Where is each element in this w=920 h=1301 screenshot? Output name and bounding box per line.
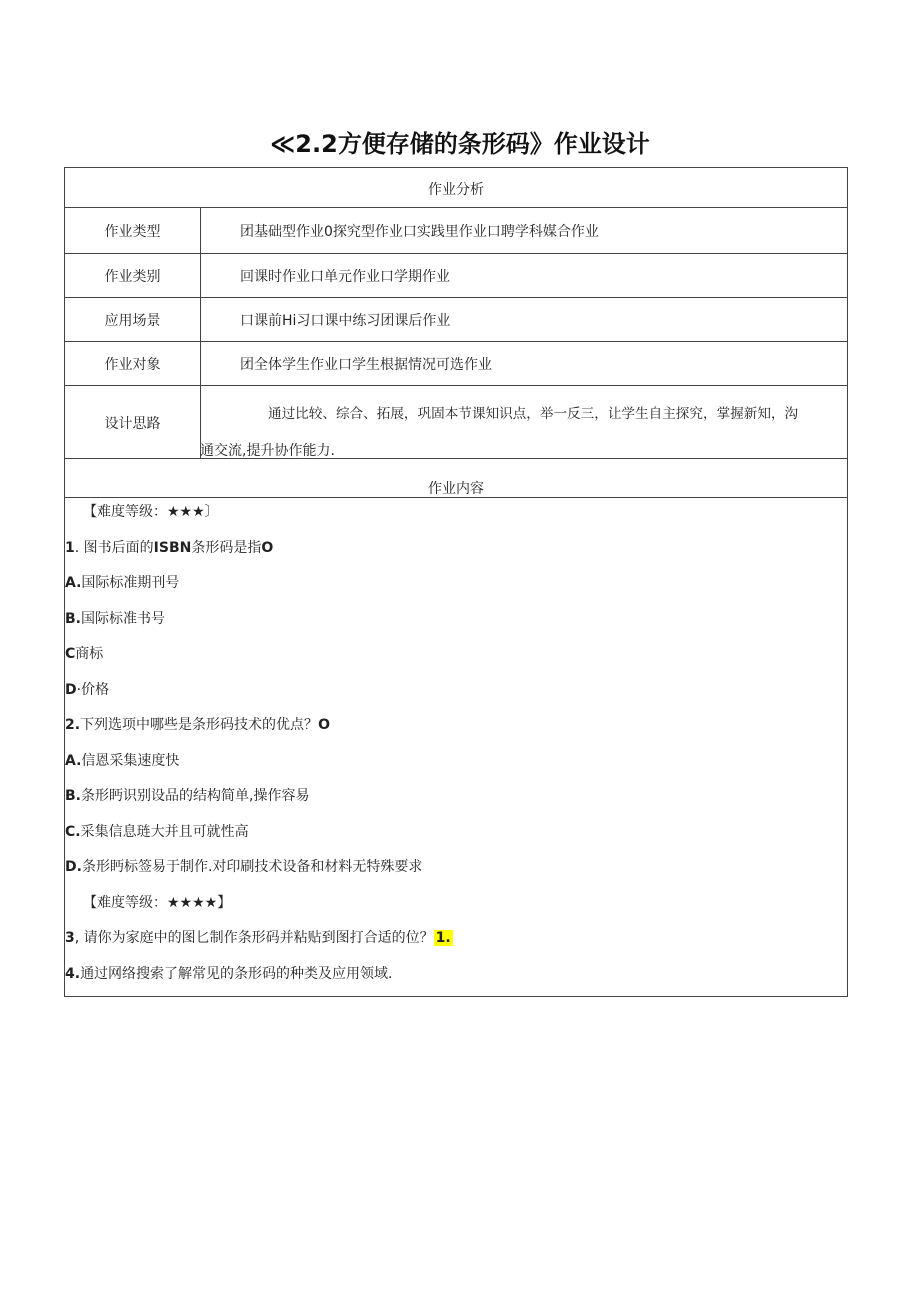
- divider: [65, 207, 847, 208]
- option-key: A.: [65, 753, 82, 769]
- option-2d: [65, 856, 422, 876]
- option-text: 条形眄识别设品的结构简单,操作容易: [81, 788, 310, 804]
- question-text: , 请你为家庭中的图匕制作条形码并粘贴到图打合适的位？: [74, 930, 434, 946]
- question-2: [65, 714, 330, 734]
- option-text: 信恩采集速度快: [81, 753, 180, 769]
- row-value-design-line2: 通交流,提升协作能力.: [200, 443, 335, 459]
- option-2b: [65, 785, 309, 805]
- option-text: 采集信息琏大并且可就性高: [80, 824, 249, 840]
- option-text: 国际标准书号: [81, 611, 165, 627]
- option-text: 条形眄标签易于制作.对印刷技术设备和材料无特殊要求: [81, 859, 423, 875]
- row-label-type: 作业类型: [104, 224, 161, 240]
- divider: [65, 341, 847, 342]
- question-text: 条形码是指: [191, 540, 262, 556]
- option-key: A.: [65, 575, 82, 591]
- row-value-design-line1: 通过比较、综合、拓展，巩固本节课知识点，举一反三，让学生自主探究，掌握新知，沟: [268, 406, 799, 422]
- question-text: . 图书后面的: [74, 540, 154, 556]
- question-text: 通过网络搜索了解常见的条形码的种类及应用领域.: [80, 966, 393, 982]
- question-number: 3: [65, 930, 75, 946]
- option-key: C: [65, 646, 76, 662]
- option-text: ·价格: [76, 682, 110, 698]
- option-1a: [65, 572, 179, 592]
- question-blank: O: [261, 540, 274, 556]
- option-2c: [65, 821, 249, 841]
- divider: [65, 458, 847, 459]
- divider: [65, 297, 847, 298]
- row-value-target: 团全体学生作业口学生根据情况可选作业: [240, 357, 492, 373]
- option-1c: [65, 643, 103, 663]
- column-divider: [200, 208, 201, 459]
- question-1: [65, 537, 273, 557]
- divider: [65, 385, 847, 386]
- document-title: ≪2.2方便存储的条形码》作业设计: [270, 130, 650, 158]
- option-2a: [65, 750, 179, 770]
- option-key: B.: [65, 611, 81, 627]
- question-blank: O: [318, 717, 330, 733]
- option-key: D: [65, 682, 77, 698]
- question-4: [65, 963, 393, 983]
- row-label-target: 作业对象: [104, 357, 161, 373]
- difficulty-level-2: 【难度等级：★★★★】: [83, 895, 232, 911]
- option-key: B.: [65, 788, 81, 804]
- question-text: 下列选项中哪些是条形码技术的优点？: [80, 717, 319, 733]
- row-value-type: 团基础型作业0探究型作业口实践里作业口聘学科媒合作业: [240, 224, 599, 240]
- difficulty-level-1: 【难度等级：★★★〕: [83, 504, 219, 520]
- option-1b: [65, 608, 165, 628]
- option-text: 商标: [75, 646, 104, 662]
- question-number: 2.: [65, 717, 81, 733]
- option-key: C.: [65, 824, 81, 840]
- content-header: 作业内容: [428, 481, 484, 497]
- row-label-scene: 应用场景: [104, 313, 161, 329]
- row-value-category: 回课时作业口单元作业口学期作业: [240, 269, 450, 285]
- analysis-header: 作业分析: [428, 182, 484, 198]
- homework-table: [64, 167, 848, 997]
- row-label-design: 设计思路: [104, 416, 161, 432]
- option-key: D.: [65, 859, 82, 875]
- question-number: 4.: [65, 966, 81, 982]
- divider: [65, 497, 847, 498]
- option-1d: [65, 679, 109, 699]
- divider: [65, 253, 847, 254]
- highlight-mark: 1.: [435, 930, 451, 946]
- question-3: [65, 927, 453, 947]
- question-number: 1: [65, 540, 75, 556]
- option-text: 国际标准期刊号: [81, 575, 180, 591]
- row-label-category: 作业类别: [104, 269, 161, 285]
- question-keyword: ISBN: [153, 540, 192, 556]
- row-value-scene: 口课前Hi习口课中练习团课后作业: [240, 313, 451, 329]
